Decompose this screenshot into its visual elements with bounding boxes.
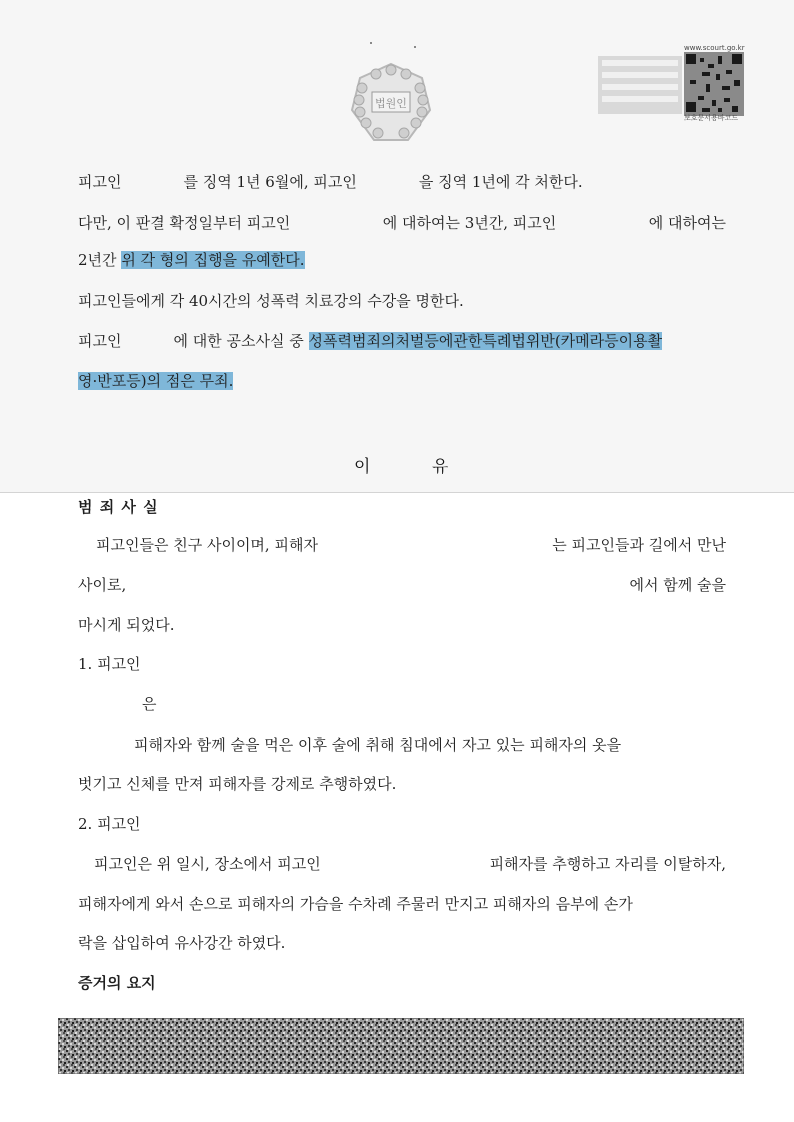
highlighted-acquittal-text: 영·반포등)의 점은 무죄. (78, 372, 234, 390)
text-segment: 을 징역 1년에 각 처한다. (418, 173, 583, 191)
qr-url-text: www.scourt.go.kr (684, 44, 745, 52)
text-segment: 피고인은 위 일시, 장소에서 피고인 (94, 855, 321, 873)
sentence-line-5 (78, 330, 662, 352)
item-1-label: 1. 피고인 (78, 655, 141, 673)
facts-line-2 (78, 574, 726, 596)
text-segment: 를 징역 1년 6월에, 피고인 (183, 173, 357, 191)
text-segment: 피고인 (78, 332, 122, 350)
reasons-title-right: 유 (432, 457, 449, 477)
text-segment: 피고인들은 친구 사이이며, 피해자 (96, 536, 318, 554)
sentence-line-4: 피고인들에게 각 40시간의 성폭력 치료강의 수강을 명한다. (78, 292, 464, 310)
text-segment: 피고인 (78, 173, 122, 191)
text-segment: 에서 함께 술을 (629, 576, 726, 594)
reasons-title-left: 이 (354, 457, 371, 477)
crime-facts-heading: 범 죄 사 실 (78, 498, 159, 516)
item-2-line-3: 락을 삽입하여 유사강간 하였다. (78, 934, 286, 952)
text-segment: 에 대한 공소사실 중 (173, 332, 304, 350)
sentence-line-6 (78, 370, 233, 392)
facts-line-1 (96, 534, 726, 556)
text-segment: 에 대하여는 3년간, 피고인 (382, 214, 557, 232)
item-1-line-1: 피해자와 함께 술을 먹은 이후 술에 취해 침대에서 자고 있는 피해자의 옷을 (134, 736, 622, 754)
security-qr-code (598, 50, 746, 118)
court-seal-logo (350, 62, 432, 144)
text-segment: 에 대하여는 (648, 214, 726, 232)
item-1-subject: 은 (142, 695, 157, 713)
text-segment: 피해자를 추행하고 자리를 이탈하자, (489, 855, 726, 873)
text-segment: 는 피고인들과 길에서 만난 (552, 536, 726, 554)
item-2-line-2: 피해자에게 와서 손으로 피해자의 가슴을 수차례 주물러 만지고 피해자의 음부에 손가 (78, 895, 633, 913)
speck (370, 42, 372, 44)
speck (414, 46, 416, 48)
sentence-line-2 (78, 212, 726, 234)
highlighted-acquittal-text: 성폭력범죄의처벌등에관한특례법위반(카메라등이용촬 (308, 332, 663, 350)
text-segment: 다만, 이 판결 확정일부터 피고인 (78, 214, 291, 232)
item-1-line-2: 벗기고 신체를 만져 피해자를 강제로 추행하였다. (78, 775, 397, 793)
qr-caption: 보호문서용바코드 (684, 114, 739, 122)
text-segment: 사이로, (78, 576, 127, 594)
evidence-heading: 증거의 요지 (78, 974, 156, 992)
item-2-line-1 (94, 853, 726, 875)
highlighted-suspension-text: 위 각 형의 집행을 유예한다. (121, 251, 305, 269)
sentence-line-1 (78, 171, 583, 193)
facts-line-3: 마시게 되었다. (78, 616, 175, 634)
svg-text:법원인: 법원인 (375, 97, 407, 110)
text-segment: 2년간 (78, 251, 117, 269)
redacted-evidence-block (58, 1018, 744, 1074)
item-2-label: 2. 피고인 (78, 815, 141, 833)
sentence-line-3 (78, 249, 305, 271)
